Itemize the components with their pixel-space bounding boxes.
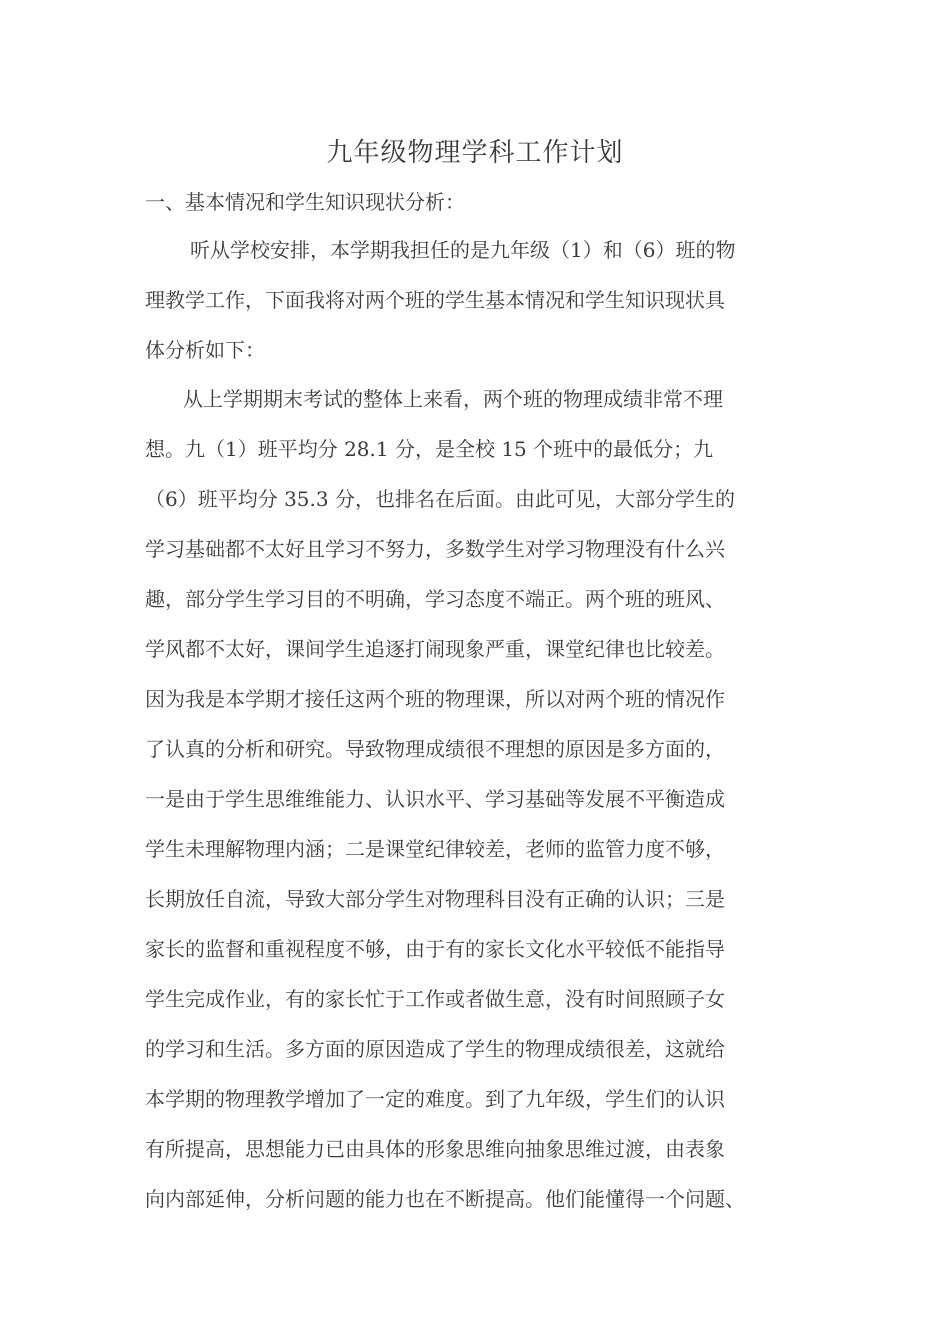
paragraph-line: 从上学期期末考试的整体上来看，两个班的物理成绩非常不理	[183, 387, 723, 411]
paragraph-line: （6）班平均分 35.3 分，也排名在后面。由此可见，大部分学生的	[145, 487, 735, 511]
paragraph-line: 学生完成作业，有的家长忙于工作或者做生意，没有时间照顾子女	[145, 987, 725, 1011]
document-title: 九年级物理学科工作计划	[326, 138, 624, 168]
paragraph-line: 长期放任自流，导致大部分学生对物理科目没有正确的认识；三是	[145, 887, 725, 911]
paragraph-line: 学习基础都不太好且学习不努力，多数学生对学习物理没有什么兴	[145, 537, 725, 561]
paragraph-line: 听从学校安排，本学期我担任的是九年级（1）和（6）班的物	[190, 238, 736, 262]
paragraph-line: 的学习和生活。多方面的原因造成了学生的物理成绩很差，这就给	[145, 1037, 725, 1061]
paragraph-line: 因为我是本学期才接任这两个班的物理课，所以对两个班的情况作	[145, 687, 725, 711]
paragraph-line: 理教学工作，下面我将对两个班的学生基本情况和学生知识现状具	[145, 288, 725, 312]
paragraph-line: 向内部延伸，分析问题的能力也在不断提高。他们能懂得一个问题、	[145, 1187, 745, 1211]
paragraph-line: 学风都不太好，课间学生追逐打闹现象严重，课堂纪律也比较差。	[145, 637, 725, 661]
paragraph-line: 想。九（1）班平均分 28.1 分，是全校 15 个班中的最低分；九	[145, 437, 714, 461]
section-heading: 一、基本情况和学生知识现状分析：	[145, 190, 465, 214]
paragraph-line: 学生未理解物理内涵；二是课堂纪律较差，老师的监管力度不够，	[145, 837, 725, 861]
paragraph-line: 本学期的物理教学增加了一定的难度。到了九年级，学生们的认识	[145, 1087, 725, 1111]
paragraph-line: 一是由于学生思维维能力、认识水平、学习基础等发展不平衡造成	[145, 787, 725, 811]
paragraph-2	[145, 383, 815, 1233]
paragraph-line: 有所提高，思想能力已由具体的形象思维向抽象思维过渡，由表象	[145, 1137, 725, 1161]
paragraph-line: 体分析如下：	[145, 338, 265, 362]
paragraph-1	[145, 234, 815, 384]
paragraph-line: 家长的监督和重视程度不够，由于有的家长文化水平较低不能指导	[145, 937, 725, 961]
paragraph-line: 趣，部分学生学习目的不明确，学习态度不端正。两个班的班风、	[145, 587, 725, 611]
paragraph-line: 了认真的分析和研究。导致物理成绩很不理想的原因是多方面的，	[145, 737, 725, 761]
